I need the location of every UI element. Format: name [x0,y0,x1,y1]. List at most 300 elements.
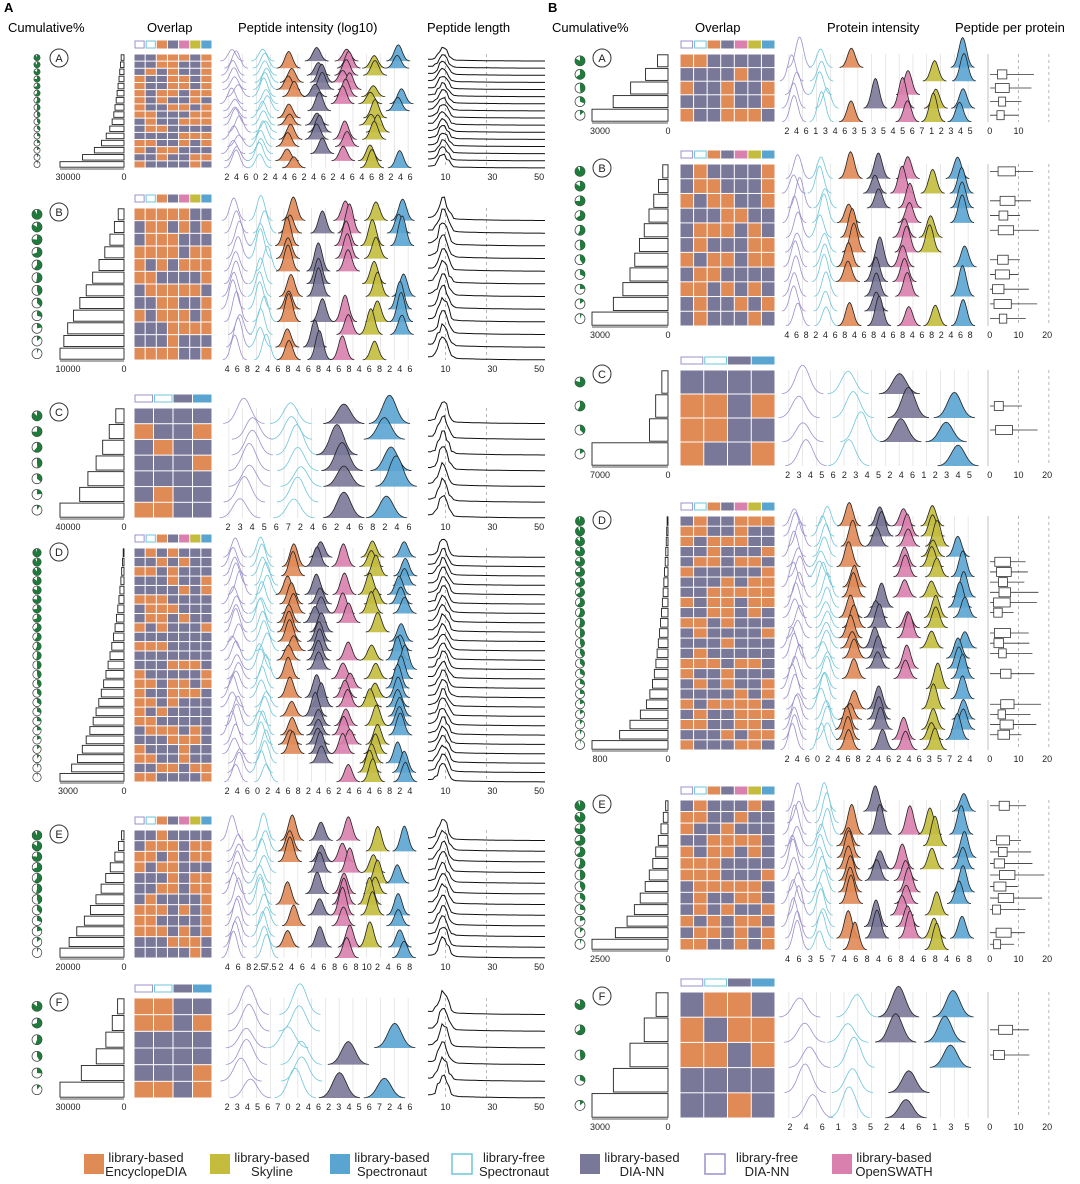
overlap-key-square [135,41,144,48]
cumulative-bar [68,323,124,334]
overlap-cell [681,993,704,1017]
overlap-key-square [735,503,747,510]
intensity-ridge [786,783,809,812]
overlap-cell [157,221,167,233]
overlap-cell [190,642,200,650]
intensity-tick: 2 [224,1102,230,1112]
intensity-tick: 8 [370,522,376,532]
overlap-cell [694,578,707,587]
intensity-ridge [255,68,278,82]
overlap-cell [681,618,694,627]
row-A-F [32,984,545,1112]
intensity-ridge [311,299,334,322]
cumulative-bar [592,109,668,121]
overlap-key-square [191,41,200,48]
overlap-cell [179,272,189,284]
overlap-cell [179,680,189,688]
cumulative-bar [96,456,124,470]
overlap-key-square [135,817,144,824]
intensity-ridge [249,224,272,247]
overlap-cell [146,259,156,271]
overlap-cell [735,812,748,823]
overlap-cell [168,285,178,297]
overlap-cell [179,133,189,139]
header-b-length: Peptide per protein [955,20,1065,35]
intensity-ridge [788,522,811,547]
cumulative-bar [104,680,124,688]
intensity-ridge [815,701,838,720]
overlap-key-square [762,41,774,48]
overlap-cell [708,179,721,193]
intensity-ridge [253,73,276,90]
overlap-cell [708,824,721,835]
overlap-cell [201,348,211,360]
overlap-key-square [762,787,774,794]
overlap-cell [168,717,178,725]
overlap-cell [708,916,721,927]
intensity-tick: 4 [900,1122,906,1132]
overlap-cell [721,740,734,749]
overlap-cell [179,689,189,697]
overlap-cell [735,608,748,617]
intensity-tick: 2 [278,962,284,972]
overlap-cell [168,567,178,575]
cumulative-bar [592,312,668,325]
overlap-cell [146,247,156,259]
overlap-cell [135,272,145,284]
cumulative-bar [93,272,124,283]
cumulative-bar [661,824,668,834]
intensity-tick: 6 [407,172,413,182]
pie-slice [34,55,40,61]
intensity-tick: 0 [253,172,259,182]
overlap-cell [728,1043,751,1067]
perprotein-box [994,859,1004,868]
intensity-tick: 6 [336,364,342,374]
overlap-cell [694,824,707,835]
intensity-tick: 2 [262,172,268,182]
pie-slice [37,661,41,669]
overlap-cell [694,608,707,617]
overlap-cell [708,639,721,648]
overlap-cell [704,1093,727,1117]
overlap-cell [708,82,721,95]
perprotein-box [996,928,1011,937]
overlap-cell [748,297,761,311]
intensity-tick: 5 [875,470,882,480]
overlap-cell [168,689,178,697]
overlap-cell [735,720,748,729]
overlap-cell [190,595,200,603]
intensity-tick: 2 [825,754,831,764]
overlap-cell [146,736,156,744]
overlap-key-square [722,503,734,510]
cumulative-tick: 0 [665,1122,671,1132]
overlap-cell [694,639,707,648]
cumulative-bar [662,608,668,617]
overlap-cell [193,487,212,502]
overlap-cell [735,194,748,208]
overlap-cell [190,55,200,61]
overlap-cell [168,948,178,958]
cumulative-tick: 0 [121,1102,127,1112]
length-tick: 50 [534,786,545,796]
cumulative-bar [592,741,668,750]
cumulative-bar [110,234,124,245]
overlap-cell [748,847,761,858]
overlap-key-square [191,535,200,542]
overlap-cell [190,661,200,669]
overlap-cell [190,726,200,734]
overlap-cell [748,904,761,915]
intensity-ridge [784,1023,825,1042]
intensity-ridge [388,151,411,168]
overlap-cell [190,736,200,744]
overlap-cell [179,83,189,89]
intensity-tick: 2 [938,126,944,136]
overlap-cell [681,679,694,688]
overlap-cell [762,689,775,698]
overlap-cell [157,549,167,557]
intensity-ridge [227,896,250,915]
intensity-tick: 0 [255,786,261,796]
overlap-cell [157,614,167,622]
intensity-tick: 5 [819,954,825,964]
overlap-cell [146,937,156,947]
overlap-cell [146,104,156,110]
overlap-cell [681,628,694,637]
overlap-key-square [135,985,153,992]
overlap-cell [694,82,707,95]
overlap-cell [694,223,707,237]
overlap-cell [190,623,200,631]
overlap-cell [157,651,167,659]
overlap-cell [146,614,156,622]
overlap-cell [708,297,721,311]
overlap-cell [201,873,211,883]
intensity-tick: 7 [830,954,836,964]
intensity-tick: 5 [861,126,867,136]
cumulative-bar [120,69,124,75]
intensity-ridge [324,404,365,424]
intensity-tick: 6 [887,954,893,964]
overlap-cell [201,549,211,557]
intensity-tick: 2 [382,522,388,532]
overlap-cell [157,717,167,725]
intensity-tick: 8 [864,954,870,964]
intensity-ridge [946,157,969,179]
intensity-tick: 2 [255,364,261,374]
legend-line1: library-free [735,1150,799,1165]
intensity-tick: 4 [822,330,828,340]
overlap-key-square [749,503,761,510]
overlap-cell [762,547,775,556]
overlap-cell [735,223,748,237]
overlap-cell [135,577,145,585]
intensity-ridge [224,724,247,745]
overlap-cell [721,649,734,658]
overlap-cell [728,443,751,466]
overlap-cell [762,179,775,193]
overlap-cell [179,348,189,360]
overlap-cell [168,927,178,937]
overlap-key-square [180,535,189,542]
intensity-tick: 8 [966,954,972,964]
intensity-ridge [952,300,975,327]
overlap-cell [135,895,145,905]
overlap-cell [748,537,761,546]
overlap-cell [154,1082,173,1098]
overlap-cell [179,285,189,297]
overlap-cell [154,471,173,486]
overlap-cell [721,109,734,122]
overlap-cell [708,740,721,749]
cumulative-bar [627,916,668,926]
overlap-key-square [180,195,189,202]
overlap-cell [708,68,721,81]
intensity-ridge [816,808,839,834]
intensity-tick: 8 [900,330,906,340]
overlap-cell [190,285,200,297]
overlap-cell [179,831,189,841]
overlap-key-square [194,395,212,402]
intensity-ridge [784,241,807,267]
overlap-cell [146,335,156,347]
overlap-cell [135,717,145,725]
overlap-cell [157,927,167,937]
intensity-tick: 5 [867,1122,873,1132]
overlap-cell [708,194,721,208]
overlap-cell [135,948,145,958]
overlap-cell [748,659,761,668]
overlap-cell [201,605,211,613]
intensity-ridge [933,991,974,1018]
intensity-tick: 2 [334,522,340,532]
cumulative-bar [96,895,124,904]
overlap-cell [179,161,189,167]
cumulative-bar [631,82,668,94]
overlap-key-square [681,787,693,794]
overlap-cell [201,335,211,347]
overlap-cell [694,537,707,546]
legend-line2: DIA-NN [619,1164,665,1179]
intensity-tick: 6 [916,1122,922,1132]
cumulative-bar [634,905,668,915]
overlap-cell [135,689,145,697]
intensity-tick: 4 [315,786,322,796]
intensity-ridge [393,542,416,558]
overlap-cell [708,578,721,587]
intensity-tick: 2 [330,172,336,182]
overlap-cell [201,297,211,309]
intensity-tick: 4 [224,364,230,374]
overlap-cell [681,179,694,193]
overlap-cell [154,1015,173,1031]
overlap-cell [708,679,721,688]
intensity-tick: 6 [886,754,892,764]
overlap-cell [735,82,748,95]
intensity-tick: 5 [936,754,942,764]
cumulative-bar [73,310,124,321]
cumulative-bar [114,221,124,232]
intensity-ridge [364,663,387,679]
overlap-cell [748,881,761,892]
intensity-ridge [386,55,409,68]
overlap-cell [735,557,748,566]
overlap-cell [179,642,189,650]
overlap-cell [190,90,200,96]
overlap-cell [168,595,178,603]
overlap-cell [154,409,173,424]
length-tick: 30 [487,172,498,182]
overlap-cell [694,194,707,208]
overlap-cell [681,297,694,311]
overlap-cell [174,1082,193,1098]
overlap-cell [168,736,178,744]
intensity-ridge [782,96,805,123]
intensity-tick: 4 [832,126,838,136]
overlap-cell [168,661,178,669]
overlap-cell [193,424,212,439]
overlap-cell [681,730,694,739]
intensity-tick: 6 [919,330,925,340]
overlap-cell [721,659,734,668]
intensity-tick: 6 [349,172,355,182]
overlap-cell [135,567,145,575]
cumulative-bar [653,858,668,868]
perprotein-tick: 10 [1013,954,1024,964]
cumulative-bar [640,710,668,719]
overlap-cell [179,586,189,594]
intensity-tick: 3 [822,126,828,136]
intensity-ridge [305,47,328,61]
cumulative-tick: 3000 [589,1122,611,1132]
overlap-cell [135,83,145,89]
overlap-cell [146,161,156,167]
overlap-cell [157,154,167,160]
pie-slice [575,517,584,526]
intensity-ridge [222,68,245,83]
overlap-cell [135,633,145,641]
intensity-ridge [387,910,410,927]
intensity-tick: 6 [358,522,364,532]
cumulative-bar [60,948,124,957]
overlap-cell [157,285,167,297]
intensity-ridge [950,916,973,938]
overlap-cell [201,614,211,622]
intensity-ridge [782,633,805,658]
row-B-F [575,979,1052,1132]
overlap-cell [146,633,156,641]
overlap-cell [762,82,775,95]
cumulative-bar [654,669,668,678]
cumulative-bar [109,425,124,439]
overlap-cell [752,1018,775,1042]
overlap-cell [721,82,734,95]
overlap-key-square [157,535,166,542]
perprotein-tick: 0 [987,330,993,340]
intensity-ridge [808,215,831,238]
overlap-cell [721,209,734,223]
overlap-cell [179,614,189,622]
overlap-cell [762,68,775,81]
overlap-cell [168,112,178,118]
intensity-ridge [925,892,948,916]
overlap-key-square [681,151,693,158]
intensity-ridge [816,652,839,669]
overlap-cell [168,577,178,585]
overlap-cell [721,847,734,858]
intensity-ridge [229,443,270,470]
overlap-cell [146,586,156,594]
overlap-cell [201,708,211,716]
overlap-cell [146,221,156,233]
overlap-cell [157,773,167,781]
intensity-tick: 2 [297,522,303,532]
overlap-cell [135,745,145,753]
overlap-cell [201,689,211,697]
overlap-cell [157,736,167,744]
overlap-cell [168,83,178,89]
overlap-cell [157,841,167,851]
overlap-cell [721,870,734,881]
overlap-cell [721,628,734,637]
overlap-key-square [180,41,189,48]
cumulative-tick: 0 [121,522,127,532]
intensity-ridge [881,419,922,442]
overlap-cell [735,858,748,869]
overlap-cell [135,133,145,139]
overlap-cell [728,1018,751,1042]
overlap-cell [721,689,734,698]
cumulative-bar [656,659,668,668]
overlap-cell [190,698,200,706]
overlap-cell [179,651,189,659]
intensity-ridge [816,573,839,598]
intensity-ridge [277,657,300,679]
overlap-cell [735,893,748,904]
overlap-cell [190,651,200,659]
perprotein-tick: 0 [987,470,993,480]
intensity-ridge [248,154,271,168]
panel-b-rows [575,37,1052,1132]
overlap-cell [135,62,145,68]
overlap-cell [752,371,775,394]
intensity-tick: 5 [261,522,267,532]
overlap-cell [735,881,748,892]
overlap-cell [174,999,193,1015]
overlap-cell [190,209,200,221]
overlap-cell [146,895,156,905]
overlap-cell [721,537,734,546]
cumulative-bar [592,1094,668,1118]
overlap-cell [708,870,721,881]
overlap-cell [157,119,167,125]
overlap-cell [179,726,189,734]
perprotein-box [997,111,1004,120]
cumulative-bar [123,549,124,557]
intensity-ridge [311,211,334,233]
intensity-ridge [918,225,941,253]
length-tick: 50 [534,1102,545,1112]
intensity-ridge [227,135,250,147]
overlap-cell [748,578,761,587]
overlap-cell [201,209,211,221]
overlap-cell [748,858,761,869]
intensity-tick: 8 [285,364,291,374]
overlap-cell [694,628,707,637]
intensity-ridge [252,856,275,873]
